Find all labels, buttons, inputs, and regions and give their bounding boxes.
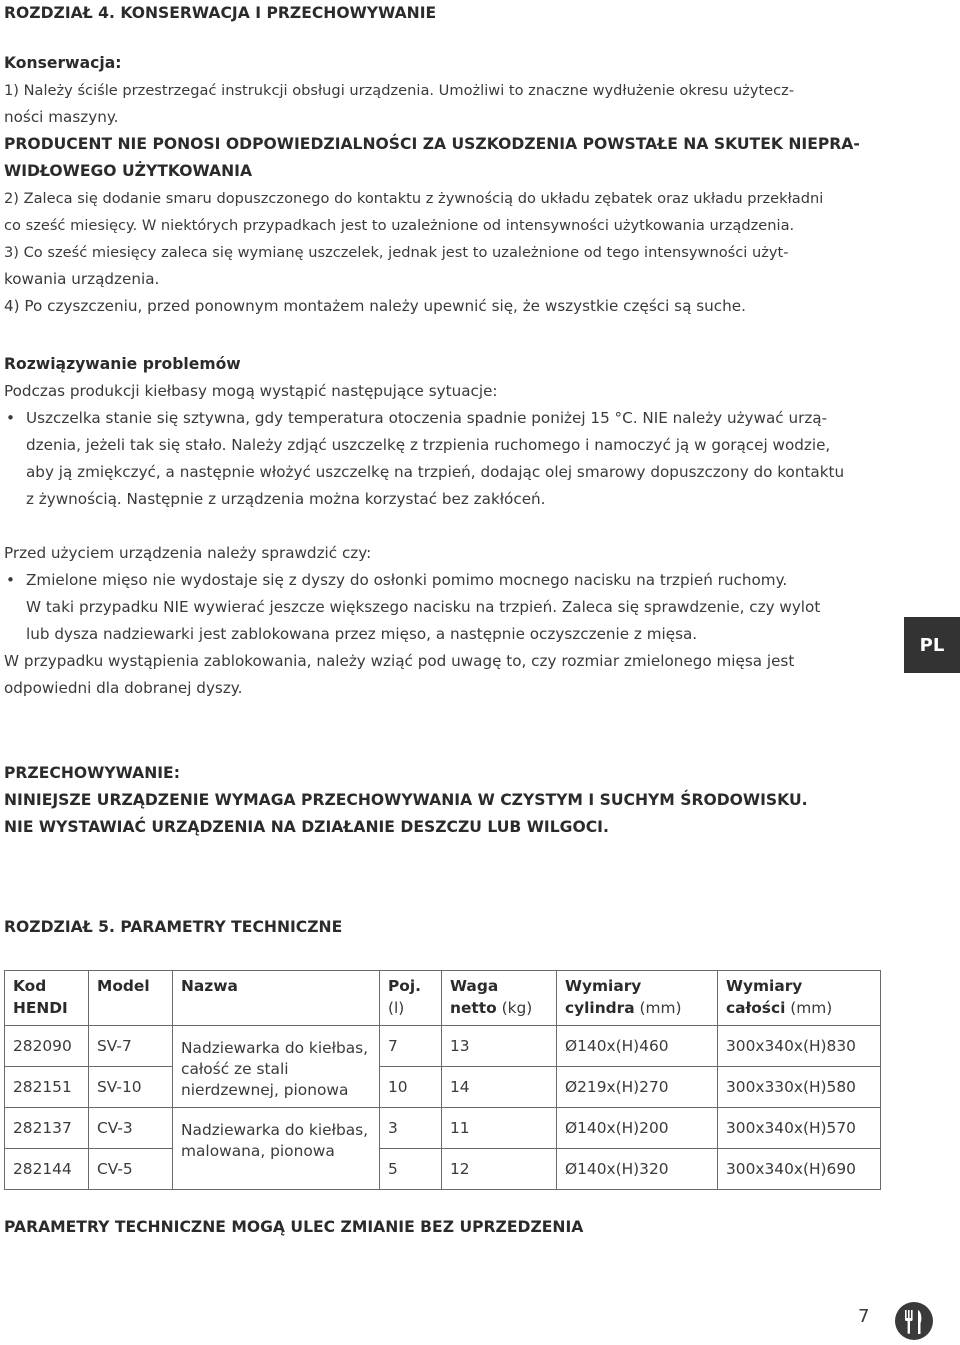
troubleshooting-bullet-line-1: Uszczelka stanie się sztywna, gdy temperatura otoczenia spadnie poniżej 15 °C. NIE należy używać urzą- (26, 409, 828, 427)
bullet-icon: • (6, 571, 15, 589)
cell-wymiary-calosci: 300x340x(H)570 (718, 1108, 881, 1149)
language-tab: PL (904, 617, 960, 673)
troubleshooting-bullet-item (4, 405, 844, 513)
cell-nazwa-group-1: Nadziewarka do kiełbas, całość ze stali nierdzewnej, pionowa (173, 1026, 380, 1108)
cell-waga: 13 (442, 1026, 557, 1067)
cell-waga: 12 (442, 1149, 557, 1190)
storage-section (4, 760, 808, 841)
cell-waga: 11 (442, 1108, 557, 1149)
table-row (5, 1067, 881, 1108)
table-row (5, 1108, 881, 1149)
check-bullet-item (4, 567, 820, 648)
storage-heading: PRZECHOWYWANIE: (4, 764, 180, 782)
cell-waga: 14 (442, 1067, 557, 1108)
table-header-row (5, 971, 881, 1026)
cutlery-logo-svg (894, 1301, 934, 1341)
cell-poj: 3 (380, 1108, 442, 1149)
table-row (5, 1026, 881, 1067)
storage-line-1: NINIEJSZE URZĄDZENIE WYMAGA PRZECHOWYWANIA W CZYSTYM I SUCHYM ŚRODOWISKU. (4, 791, 808, 809)
chapter-4-title: ROZDZIAŁ 4. KONSERWACJA I PRZECHOWYWANIE (4, 4, 437, 22)
maintenance-line-5: 2) Zaleca się dodanie smaru dopuszczonego do kontaktu z żywnością do układu zębatek oraz układu przekładni (4, 190, 824, 207)
check-paragraph-line-2: odpowiedni dla dobranej dyszy. (4, 679, 243, 697)
maintenance-line-6: co sześć miesięcy. W niektórych przypadkach jest to uzależnione od intensywności użytkowania urządzenia. (4, 217, 795, 234)
cell-kod: 282090 (5, 1026, 89, 1067)
troubleshooting-heading: Rozwiązywanie problemów (4, 355, 241, 373)
warning-line-2: WIDŁOWEGO UŻYTKOWANIA (4, 162, 253, 180)
cell-model: SV-10 (89, 1067, 173, 1108)
storage-line-2: NIE WYSTAWIAĆ URZĄDZENIA NA DZIAŁANIE DESZCZU LUB WILGOCI. (4, 818, 609, 836)
cell-model: CV-5 (89, 1149, 173, 1190)
cell-wymiary-calosci: 300x340x(H)690 (718, 1149, 881, 1190)
bullet-icon: • (6, 409, 15, 427)
cell-poj: 10 (380, 1067, 442, 1108)
header-cell-model: Model (89, 971, 173, 1026)
cell-nazwa-group-2: Nadziewarka do kiełbas, malowana, pionowa (173, 1108, 380, 1190)
troubleshooting-bullet-line-3: aby ją zmiękczyć, a następnie włożyć uszczelkę na trzpień, dodając olej smarowy dopuszczony do kontaktu (26, 463, 845, 481)
cell-wymiary-cylindra: Ø219x(H)270 (557, 1067, 718, 1108)
troubleshooting-section (4, 351, 844, 513)
cell-kod: 282137 (5, 1108, 89, 1149)
troubleshooting-intro: Podczas produkcji kiełbasy mogą wystąpić następujące sytuacje: (4, 382, 498, 400)
cell-kod: 282151 (5, 1067, 89, 1108)
maintenance-line-1: 1) Należy ściśle przestrzegać instrukcji obsługi urządzenia. Umożliwi to znaczne wydłużenie okresu użytecz- (4, 82, 795, 99)
warning-line-1: PRODUCENT NIE PONOSI ODPOWIEDZIALNOŚCI ZA USZKODZENIA POWSTAŁE NA SKUTEK NIEPRA- (4, 135, 860, 153)
maintenance-line-9: 4) Po czyszczeniu, przed ponownym montażem należy upewnić się, że wszystkie części są suche. (4, 297, 746, 315)
cell-kod: 282144 (5, 1149, 89, 1190)
troubleshooting-bullet-line-4: z żywnością. Następnie z urządzenia można korzystać bez zakłóceń. (26, 490, 546, 508)
cell-poj: 7 (380, 1026, 442, 1067)
cell-wymiary-cylindra: Ø140x(H)460 (557, 1026, 718, 1067)
maintenance-section (4, 50, 860, 320)
header-cell-waga: Waga netto (kg) (442, 971, 557, 1026)
header-cell-wymiary-calosci: Wymiary całości (mm) (718, 971, 881, 1026)
header-cell-nazwa: Nazwa (173, 971, 380, 1026)
header-cell-kod: Kod HENDI (5, 971, 89, 1026)
cell-model: SV-7 (89, 1026, 173, 1067)
check-intro: Przed użyciem urządzenia należy sprawdzić czy: (4, 544, 372, 562)
cell-wymiary-calosci: 300x340x(H)830 (718, 1026, 881, 1067)
technical-parameters-footnote: PARAMETRY TECHNICZNE MOGĄ ULEC ZMIANIE BEZ UPRZEDZENIA (4, 1218, 584, 1236)
technical-parameters-table (4, 970, 881, 1190)
check-bullet-line-3: lub dysza nadziewarki jest zablokowana przez mięso, a następnie oczyszczenie z mięsa. (26, 625, 698, 643)
maintenance-line-2: ności maszyny. (4, 108, 119, 126)
cell-wymiary-calosci: 300x330x(H)580 (718, 1067, 881, 1108)
check-bullet-line-2: W taki przypadku NIE wywierać jeszcze większego nacisku na trzpień. Zaleca się sprawdzenie, czy wylot (26, 598, 821, 616)
troubleshooting-bullet-line-2: dzenia, jeżeli tak się stało. Należy zdjąć uszczelkę z trzpienia ruchomego i namoczyć ją w gorącej wodzie, (26, 436, 831, 454)
header-cell-poj: Poj. (l) (380, 971, 442, 1026)
cell-wymiary-cylindra: Ø140x(H)200 (557, 1108, 718, 1149)
table-row (5, 1149, 881, 1190)
cell-wymiary-cylindra: Ø140x(H)320 (557, 1149, 718, 1190)
maintenance-line-7: 3) Co sześć miesięcy zaleca się wymianę uszczelek, jednak jest to uzależnione od tego intensywności użyt- (4, 244, 789, 261)
header-cell-wymiary-cylindra: Wymiary cylindra (mm) (557, 971, 718, 1026)
check-bullet-line-1: Zmielone mięso nie wydostaje się z dyszy do osłonki pomimo mocnego nacisku na trzpień ruchomy. (26, 571, 788, 589)
maintenance-heading: Konserwacja: (4, 54, 122, 72)
cutlery-logo-icon (894, 1301, 934, 1341)
page-number: 7 (858, 1306, 870, 1327)
cell-poj: 5 (380, 1149, 442, 1190)
check-paragraph-line-1: W przypadku wystąpienia zablokowania, należy wziąć pod uwagę to, czy rozmiar zmielonego mięsa jest (4, 652, 795, 670)
cell-model: CV-3 (89, 1108, 173, 1149)
maintenance-line-8: kowania urządzenia. (4, 270, 160, 288)
chapter-5-title: ROZDZIAŁ 5. PARAMETRY TECHNICZNE (4, 918, 343, 936)
technical-parameters-table-wrapper (4, 970, 881, 1190)
pre-use-check-section (4, 540, 820, 702)
